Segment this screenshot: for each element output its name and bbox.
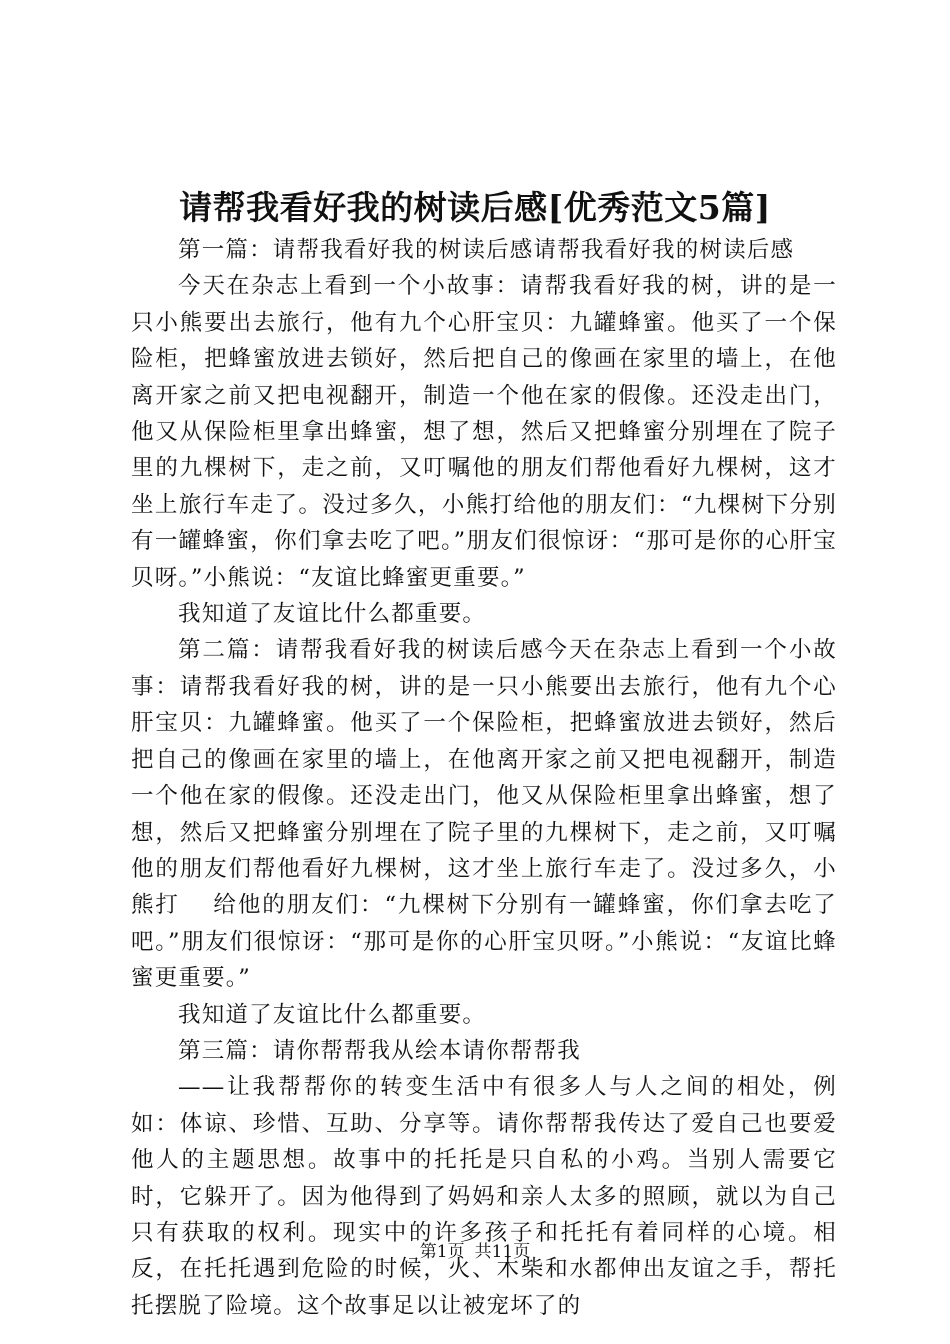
paragraph-3: 我知道了友谊比什么都重要。: [178, 601, 487, 628]
paragraph-2: 今天在杂志上看到一个小故事：请帮我看好我的树，讲的是一只小熊要出去旅行，他有九个心肝宝贝：九罐蜂蜜。他买了一个保险柜，把蜂蜜放进去锁好，然后把自己的像画在家里的墙上，在他离开家之前又把电视翻开，制造一个他在家的假像。还没走出门，他又从保险柜里拿出蜂蜜，想了想，然后又把蜂蜜分别埋在了院子里的九棵树下，走之前，又叮嘱他的朋友们帮他看好九棵树，这才坐上旅行车走了。没过多久，小熊打给他的朋友们：“九棵树下分别有一罐蜂蜜，你们拿去吃了吧。”朋友们很惊讶：“那可是你的心肝宝贝呀。”小熊说：“友谊比蜂蜜更重要。”: [131, 273, 837, 591]
page-total: 共11页: [474, 1242, 531, 1262]
page-number: 第1页: [419, 1242, 465, 1262]
page-footer: [0, 1240, 950, 1264]
document-body: [131, 232, 837, 1324]
paragraph-1: 第一篇：请帮我看好我的树读后感请帮我看好我的树读后感: [178, 237, 795, 263]
document-title: 请帮我看好我的树读后感[优秀范文5篇]: [179, 188, 771, 227]
paragraph-7: ——让我帮帮你的转变生活中有很多人与人之间的相处，例如：体谅、珍惜、互助、分享等。请你帮帮我传达了爱自己也要爱他人的主题思想。故事中的托托是只自私的小鸡。当别人需要它时，它躲开了。因为他得到了妈妈和亲人太多的照顾，就以为自己只有获取的权利。现实中的许多孩子和托托有着同样的心境。相反，在托托遇到危险的时候，火、木柴和水都伸出友谊之手，帮托托摆脱了险境。这个故事足以让被宠坏了的: [131, 1074, 837, 1319]
paragraph-6: 第三篇：请你帮帮我从绘本请你帮帮我: [178, 1037, 581, 1064]
paragraph-5: 我知道了友谊比什么都重要。: [178, 1001, 487, 1028]
paragraph-4: 第二篇：请帮我看好我的树读后感今天在杂志上看到一个小故事：请帮我看好我的树，讲的是一只小熊要出去旅行，他有九个心肝宝贝：九罐蜂蜜。他买了一个保险柜，把蜂蜜放进去锁好，然后把自己的像画在家里的墙上，在他离开家之前又把电视翻开，制造一个他在家的假像。还没走出门，他又从保险柜里拿出蜂蜜，想了想，然后又把蜂蜜分别埋在了院子里的九棵树下，走之前，又叮嘱他的朋友们帮他看好九棵树，这才坐上旅行车走了。没过多久，小熊打 给他的朋友们：“九棵树下分别有一罐蜂蜜，你们拿去吃了吧。”朋友们很惊讶：“那可是你的心肝宝贝呀。”小熊说：“友谊比蜂蜜更重要。”: [131, 637, 837, 992]
